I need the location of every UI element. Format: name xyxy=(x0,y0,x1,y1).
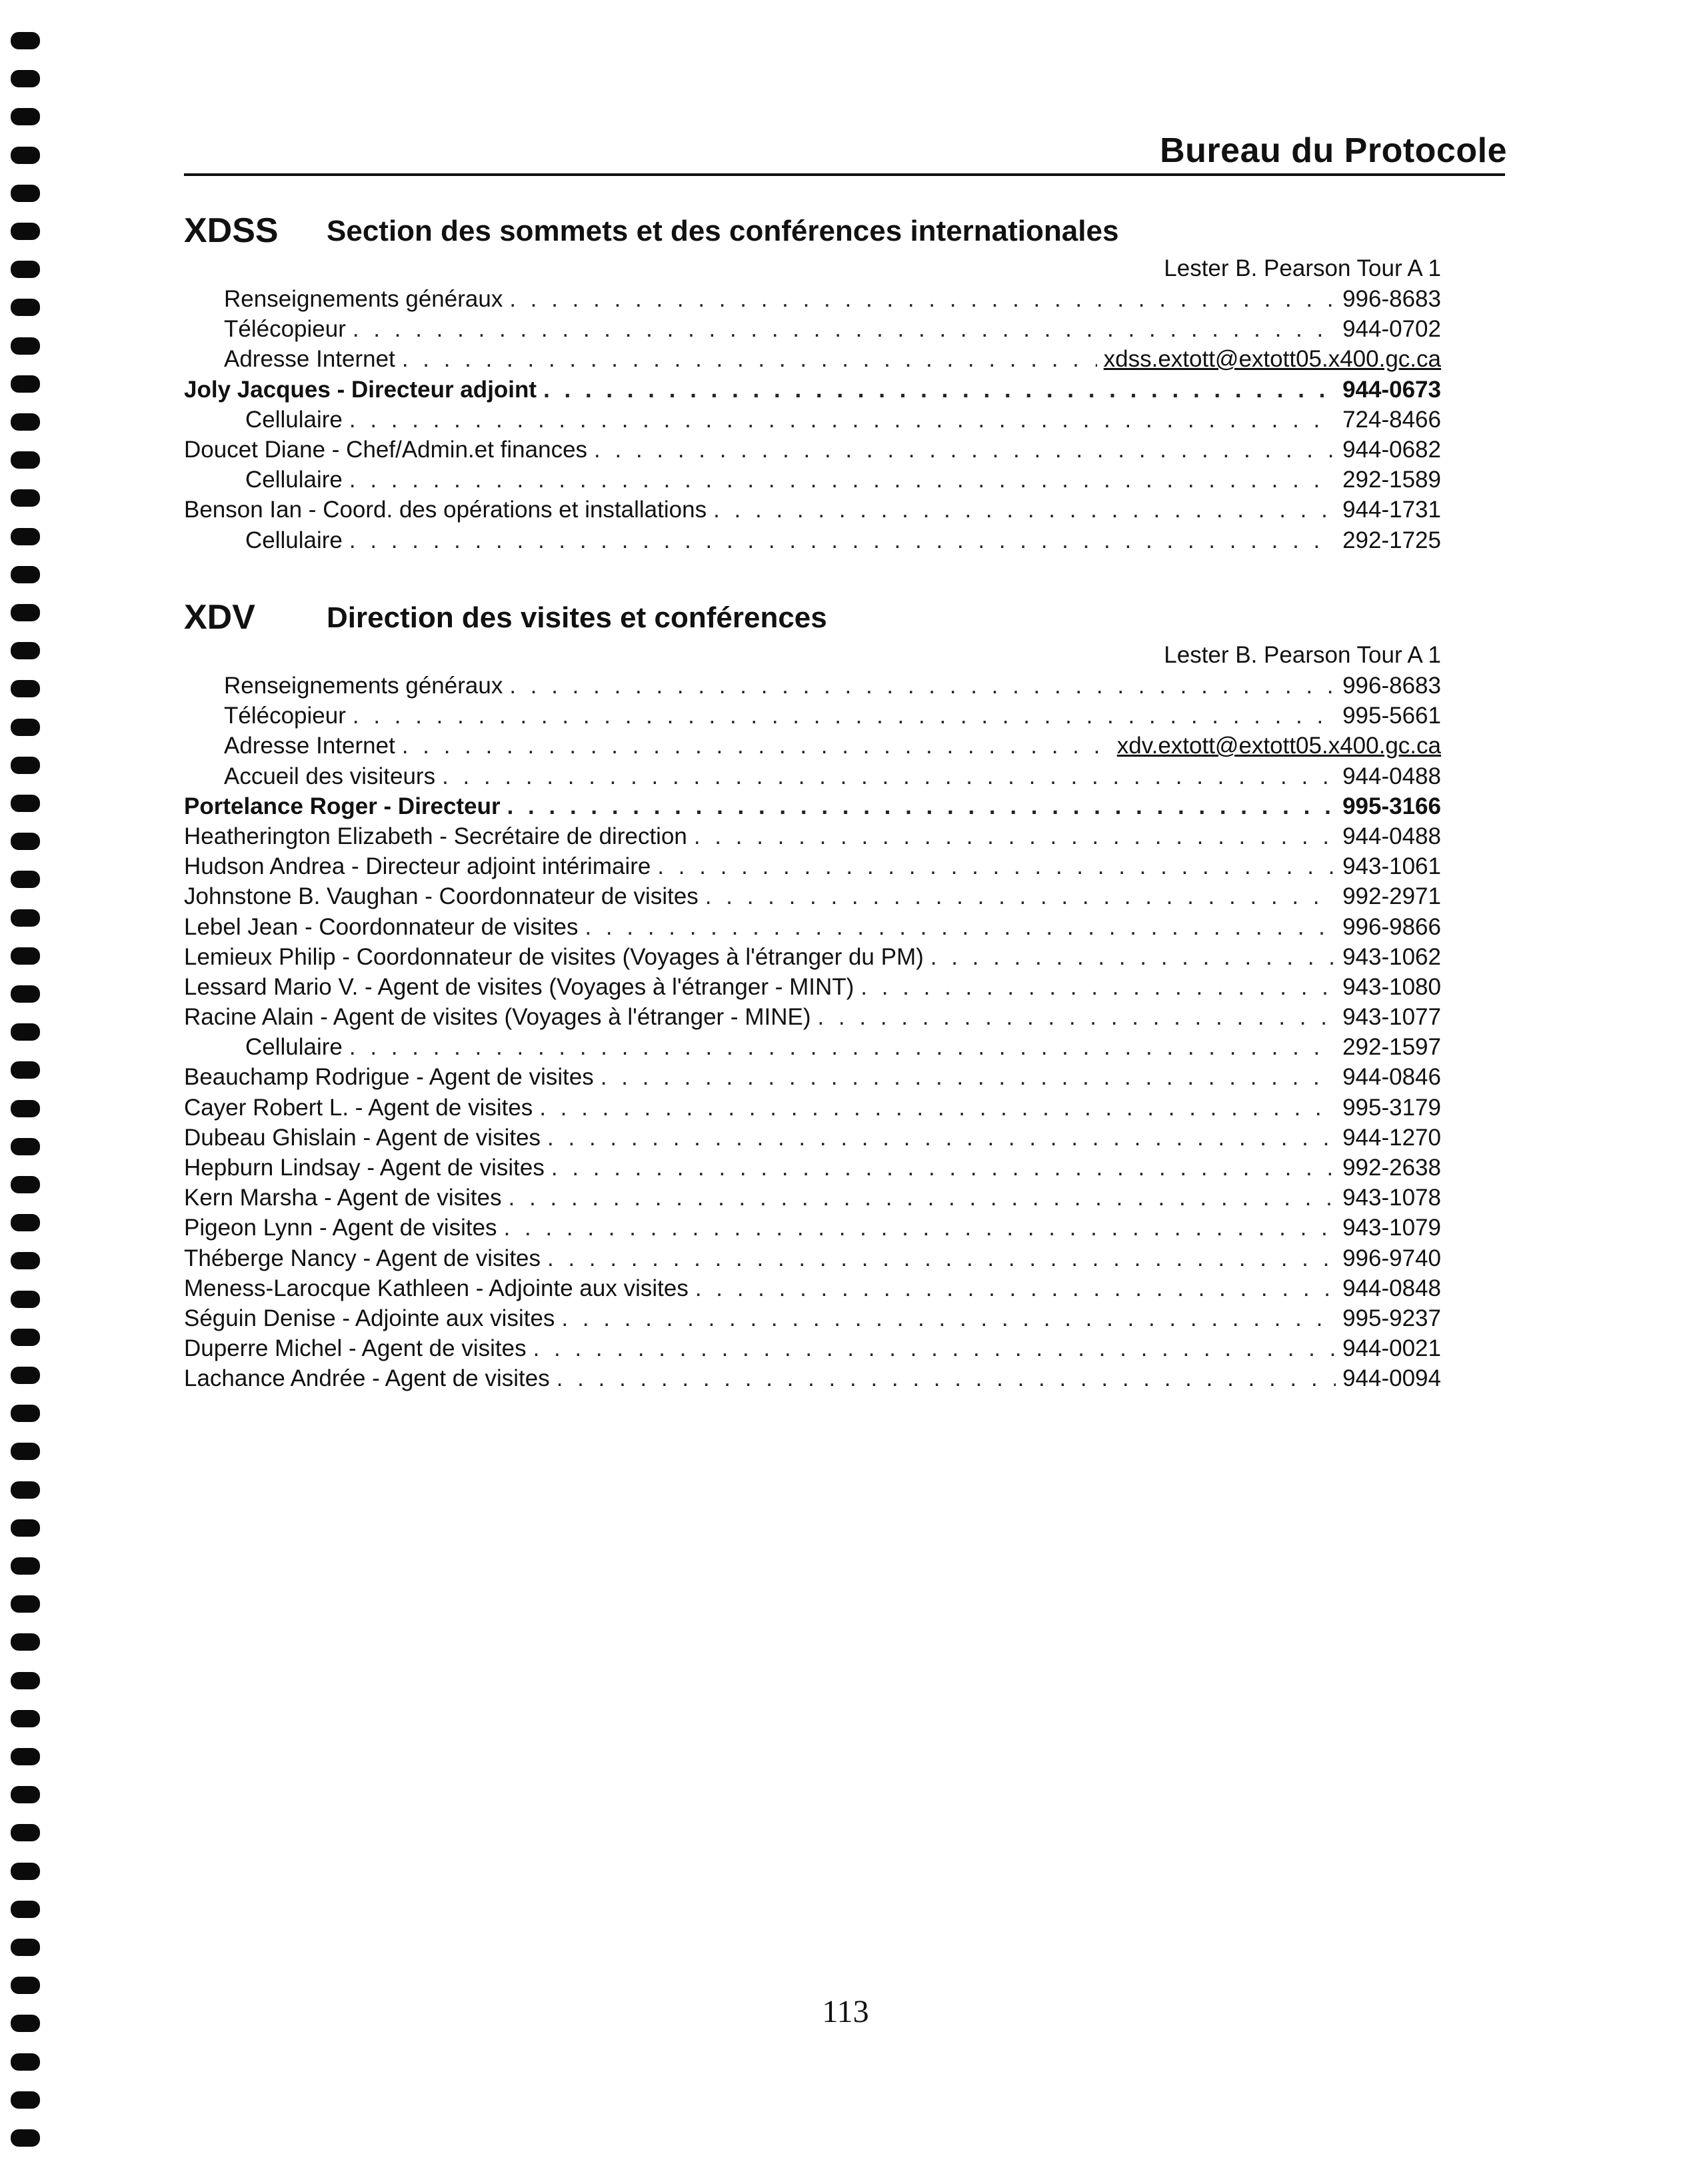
directory-entry xyxy=(184,314,1441,344)
entry-label: Lachance Andrée - Agent de visites xyxy=(184,1365,550,1392)
dot-leader xyxy=(547,1123,1336,1153)
directory-entry xyxy=(184,821,1441,851)
dot-leader xyxy=(585,912,1336,942)
dot-leader xyxy=(353,701,1336,731)
directory-entry xyxy=(184,1123,1441,1153)
section-code: XDSS xyxy=(184,211,279,250)
dot-leader xyxy=(817,1002,1336,1032)
entry-label: Télécopieur xyxy=(224,703,346,729)
punch-hole xyxy=(11,566,40,583)
directory-entry xyxy=(184,465,1441,495)
entry-label: Séguin Denise - Adjointe aux visites xyxy=(184,1305,555,1331)
punch-hole xyxy=(11,2053,40,2071)
phone-number: 292-1597 xyxy=(1342,1034,1441,1061)
directory-entry xyxy=(184,1183,1441,1213)
punch-hole xyxy=(11,261,40,278)
punch-hole xyxy=(11,1367,40,1384)
phone-number: 944-1270 xyxy=(1342,1124,1441,1151)
phone-number: 944-0682 xyxy=(1342,436,1441,463)
punch-hole xyxy=(11,871,40,888)
punch-hole xyxy=(11,719,40,736)
punch-hole xyxy=(11,1214,40,1231)
phone-number: 944-0021 xyxy=(1342,1335,1441,1362)
directory-entry xyxy=(184,912,1441,942)
dot-leader xyxy=(349,1032,1336,1062)
phone-number: 943-1078 xyxy=(1342,1185,1441,1211)
entry-label: Racine Alain - Agent de visites (Voyages à l'étranger - MINE) xyxy=(184,1004,811,1031)
entry-label: Lemieux Philip - Coordonnateur de visites (Voyages à l'étranger du PM) xyxy=(184,943,924,970)
entry-label: Beauchamp Rodrigue - Agent de visites xyxy=(184,1064,594,1091)
punch-hole xyxy=(11,1061,40,1079)
entry-label: Cellulaire xyxy=(245,527,343,553)
phone-number: 943-1061 xyxy=(1342,853,1441,880)
entry-label: Renseignements généraux xyxy=(224,286,503,312)
entry-label: Dubeau Ghislain - Agent de visites xyxy=(184,1124,541,1151)
directory-entry xyxy=(184,1303,1441,1333)
phone-number: 996-9740 xyxy=(1342,1245,1441,1271)
directory-entry xyxy=(184,1153,1441,1183)
punch-hole xyxy=(11,1329,40,1346)
directory-entry xyxy=(184,1032,1441,1062)
directory-entry xyxy=(184,972,1441,1002)
phone-number: 996-8683 xyxy=(1342,673,1441,699)
directory-entry xyxy=(184,942,1441,972)
phone-number: 944-0702 xyxy=(1342,316,1441,343)
punch-hole xyxy=(11,1557,40,1575)
phone-number: 944-1731 xyxy=(1342,497,1441,523)
dot-leader xyxy=(349,405,1336,435)
phone-number: 724-8466 xyxy=(1342,406,1441,433)
entry-label: Portelance Roger - Directeur xyxy=(184,793,501,819)
directory-entry xyxy=(184,1243,1441,1273)
punch-hole xyxy=(11,947,40,965)
directory-entry xyxy=(184,525,1441,555)
dot-leader xyxy=(402,344,1097,374)
phone-number: 943-1080 xyxy=(1342,973,1441,1000)
dot-leader xyxy=(551,1153,1336,1183)
phone-number: 943-1079 xyxy=(1342,1215,1441,1241)
punch-hole xyxy=(11,108,40,125)
dot-leader xyxy=(713,495,1336,525)
page-number: 113 xyxy=(822,1994,869,2029)
entry-label: Pigeon Lynn - Agent de visites xyxy=(184,1215,497,1241)
dot-leader xyxy=(533,1333,1336,1363)
entry-label: Adresse Internet xyxy=(224,346,395,373)
punch-hole xyxy=(11,489,40,507)
punch-hole xyxy=(11,185,40,202)
entry-label: Johnstone B. Vaughan - Coordonnateur de visites xyxy=(184,883,699,910)
directory-entry xyxy=(184,1093,1441,1123)
punch-hole xyxy=(11,2091,40,2109)
email-link[interactable]: xdv.extott@extott05.x400.gc.ca xyxy=(1116,733,1441,759)
binding-punch-holes xyxy=(11,32,41,2184)
punch-hole xyxy=(11,1672,40,1689)
punch-hole xyxy=(11,1138,40,1155)
dot-leader xyxy=(557,1363,1336,1393)
directory-entry xyxy=(184,881,1441,911)
dot-leader xyxy=(694,821,1336,851)
phone-number: 944-0094 xyxy=(1342,1365,1441,1392)
punch-hole xyxy=(11,1252,40,1269)
dot-leader xyxy=(561,1303,1336,1333)
punch-hole xyxy=(11,1863,40,1880)
punch-hole xyxy=(11,1519,40,1537)
punch-hole xyxy=(11,1405,40,1422)
entry-label: Duperre Michel - Agent de visites xyxy=(184,1335,527,1362)
dot-leader xyxy=(695,1273,1336,1303)
dot-leader xyxy=(860,972,1336,1002)
punch-hole xyxy=(11,833,40,850)
phone-number: 944-0846 xyxy=(1342,1064,1441,1091)
punch-hole xyxy=(11,757,40,774)
dot-leader xyxy=(930,942,1336,972)
punch-hole xyxy=(11,985,40,1003)
phone-number: 944-0488 xyxy=(1342,763,1441,789)
section-code: XDV xyxy=(184,598,255,637)
punch-hole xyxy=(11,1824,40,1841)
dot-leader xyxy=(543,375,1336,405)
phone-number: 992-2971 xyxy=(1342,883,1441,910)
entry-label: Renseignements généraux xyxy=(224,673,503,699)
punch-hole xyxy=(11,1176,40,1193)
phone-number: 995-9237 xyxy=(1342,1305,1441,1331)
directory-entry xyxy=(184,791,1441,821)
phone-number: 996-8683 xyxy=(1342,286,1441,312)
phone-number: 996-9866 xyxy=(1342,913,1441,940)
punch-hole xyxy=(11,70,40,87)
section-xdv xyxy=(184,597,1441,1394)
phone-number: 292-1725 xyxy=(1342,527,1441,553)
punch-hole xyxy=(11,642,40,659)
dot-leader xyxy=(442,761,1336,791)
dot-leader xyxy=(507,791,1336,821)
directory-entry xyxy=(184,1363,1441,1393)
punch-hole xyxy=(11,2129,40,2147)
punch-hole xyxy=(11,1748,40,1765)
entry-label: Accueil des visiteurs xyxy=(224,763,436,789)
section-location: Lester B. Pearson Tour A 1 xyxy=(1164,642,1441,668)
section-title: Direction des visites et conférences xyxy=(327,601,827,634)
punch-hole xyxy=(11,1481,40,1499)
entry-label: Adresse Internet xyxy=(224,733,395,759)
directory-list xyxy=(184,671,1441,1394)
phone-number: 943-1062 xyxy=(1342,943,1441,970)
punch-hole xyxy=(11,1595,40,1613)
dot-leader xyxy=(349,525,1336,555)
punch-hole xyxy=(11,32,40,49)
punch-hole xyxy=(11,413,40,431)
dot-leader xyxy=(594,435,1336,465)
section-title: Section des sommets et des conférences internationales xyxy=(327,215,1119,247)
dot-leader xyxy=(349,465,1336,495)
entry-label: Cellulaire xyxy=(245,406,343,433)
punch-hole xyxy=(11,1443,40,1460)
entry-label: Lebel Jean - Coordonnateur de visites xyxy=(184,913,579,940)
entry-label: Hepburn Lindsay - Agent de visites xyxy=(184,1155,545,1181)
directory-entry xyxy=(184,731,1441,761)
punch-hole xyxy=(11,147,40,164)
phone-number: 944-0673 xyxy=(1342,376,1441,403)
directory-entry xyxy=(184,405,1441,435)
entry-label: Cayer Robert L. - Agent de visites xyxy=(184,1094,533,1121)
punch-hole xyxy=(11,1291,40,1308)
punch-hole xyxy=(11,375,40,393)
section-xdss xyxy=(184,211,1441,555)
directory-entry xyxy=(184,701,1441,731)
punch-hole xyxy=(11,1710,40,1727)
dot-leader xyxy=(601,1062,1336,1092)
entry-label: Meness-Larocque Kathleen - Adjointe aux visites xyxy=(184,1275,689,1301)
directory-list xyxy=(184,284,1441,555)
punch-hole xyxy=(11,451,40,469)
punch-hole xyxy=(11,1100,40,1117)
phone-number: 995-3166 xyxy=(1342,793,1441,819)
directory-entry xyxy=(184,851,1441,881)
phone-number: 944-0848 xyxy=(1342,1275,1441,1301)
punch-hole xyxy=(11,909,40,927)
directory-entry xyxy=(184,1062,1441,1092)
entry-label: Télécopieur xyxy=(224,316,346,343)
page-header-title: Bureau du Protocole xyxy=(1160,131,1507,170)
dot-leader xyxy=(353,314,1336,344)
entry-label: Doucet Diane - Chef/Admin.et finances xyxy=(184,436,588,463)
dot-leader xyxy=(509,284,1336,314)
section-location: Lester B. Pearson Tour A 1 xyxy=(1164,255,1441,281)
punch-hole xyxy=(11,1901,40,1918)
entry-label: Hudson Andrea - Directeur adjoint intérimaire xyxy=(184,853,651,880)
entry-label: Lessard Mario V. - Agent de visites (Voyages à l'étranger - MINT) xyxy=(184,973,854,1000)
dot-leader xyxy=(509,1183,1336,1213)
phone-number: 992-2638 xyxy=(1342,1155,1441,1181)
dot-leader xyxy=(509,671,1336,701)
section-heading xyxy=(184,211,1441,253)
punch-hole xyxy=(11,795,40,812)
entry-label: Théberge Nancy - Agent de visites xyxy=(184,1245,541,1271)
phone-number: 995-5661 xyxy=(1342,703,1441,729)
phone-number: 944-0488 xyxy=(1342,823,1441,849)
section-heading xyxy=(184,597,1441,640)
entry-label: Benson Ian - Coord. des opérations et installations xyxy=(184,497,707,523)
directory-entry xyxy=(184,1002,1441,1032)
punch-hole xyxy=(11,337,40,355)
entry-label: Cellulaire xyxy=(245,1034,343,1061)
entry-label: Cellulaire xyxy=(245,467,343,493)
directory-entry xyxy=(184,1333,1441,1363)
dot-leader xyxy=(539,1093,1336,1123)
directory-entry xyxy=(184,1213,1441,1243)
phone-number: 943-1077 xyxy=(1342,1004,1441,1031)
directory-entry xyxy=(184,495,1441,525)
punch-hole xyxy=(11,528,40,545)
punch-hole xyxy=(11,1023,40,1041)
entry-label: Kern Marsha - Agent de visites xyxy=(184,1185,502,1211)
punch-hole xyxy=(11,1977,40,1994)
punch-hole xyxy=(11,299,40,316)
directory-entry xyxy=(184,435,1441,465)
phone-number: 292-1589 xyxy=(1342,467,1441,493)
punch-hole xyxy=(11,1786,40,1803)
directory-entry xyxy=(184,344,1441,374)
punch-hole xyxy=(11,604,40,621)
email-link[interactable]: xdss.extott@extott05.x400.gc.ca xyxy=(1103,346,1441,373)
dot-leader xyxy=(705,881,1336,911)
punch-hole xyxy=(11,223,40,240)
directory-entry xyxy=(184,375,1441,405)
entry-label: Joly Jacques - Directeur adjoint xyxy=(184,376,537,403)
dot-leader xyxy=(402,731,1110,761)
phone-number: 995-3179 xyxy=(1342,1094,1441,1121)
punch-hole xyxy=(11,680,40,697)
punch-hole xyxy=(11,1633,40,1651)
directory-entry xyxy=(184,284,1441,314)
header-rule xyxy=(184,173,1505,176)
entry-label: Heatherington Elizabeth - Secrétaire de direction xyxy=(184,823,687,849)
directory-entry xyxy=(184,1273,1441,1303)
punch-hole xyxy=(11,1939,40,1956)
directory-entry xyxy=(184,761,1441,791)
dot-leader xyxy=(504,1213,1336,1243)
directory-entry xyxy=(184,671,1441,701)
dot-leader xyxy=(657,851,1336,881)
dot-leader xyxy=(547,1243,1336,1273)
